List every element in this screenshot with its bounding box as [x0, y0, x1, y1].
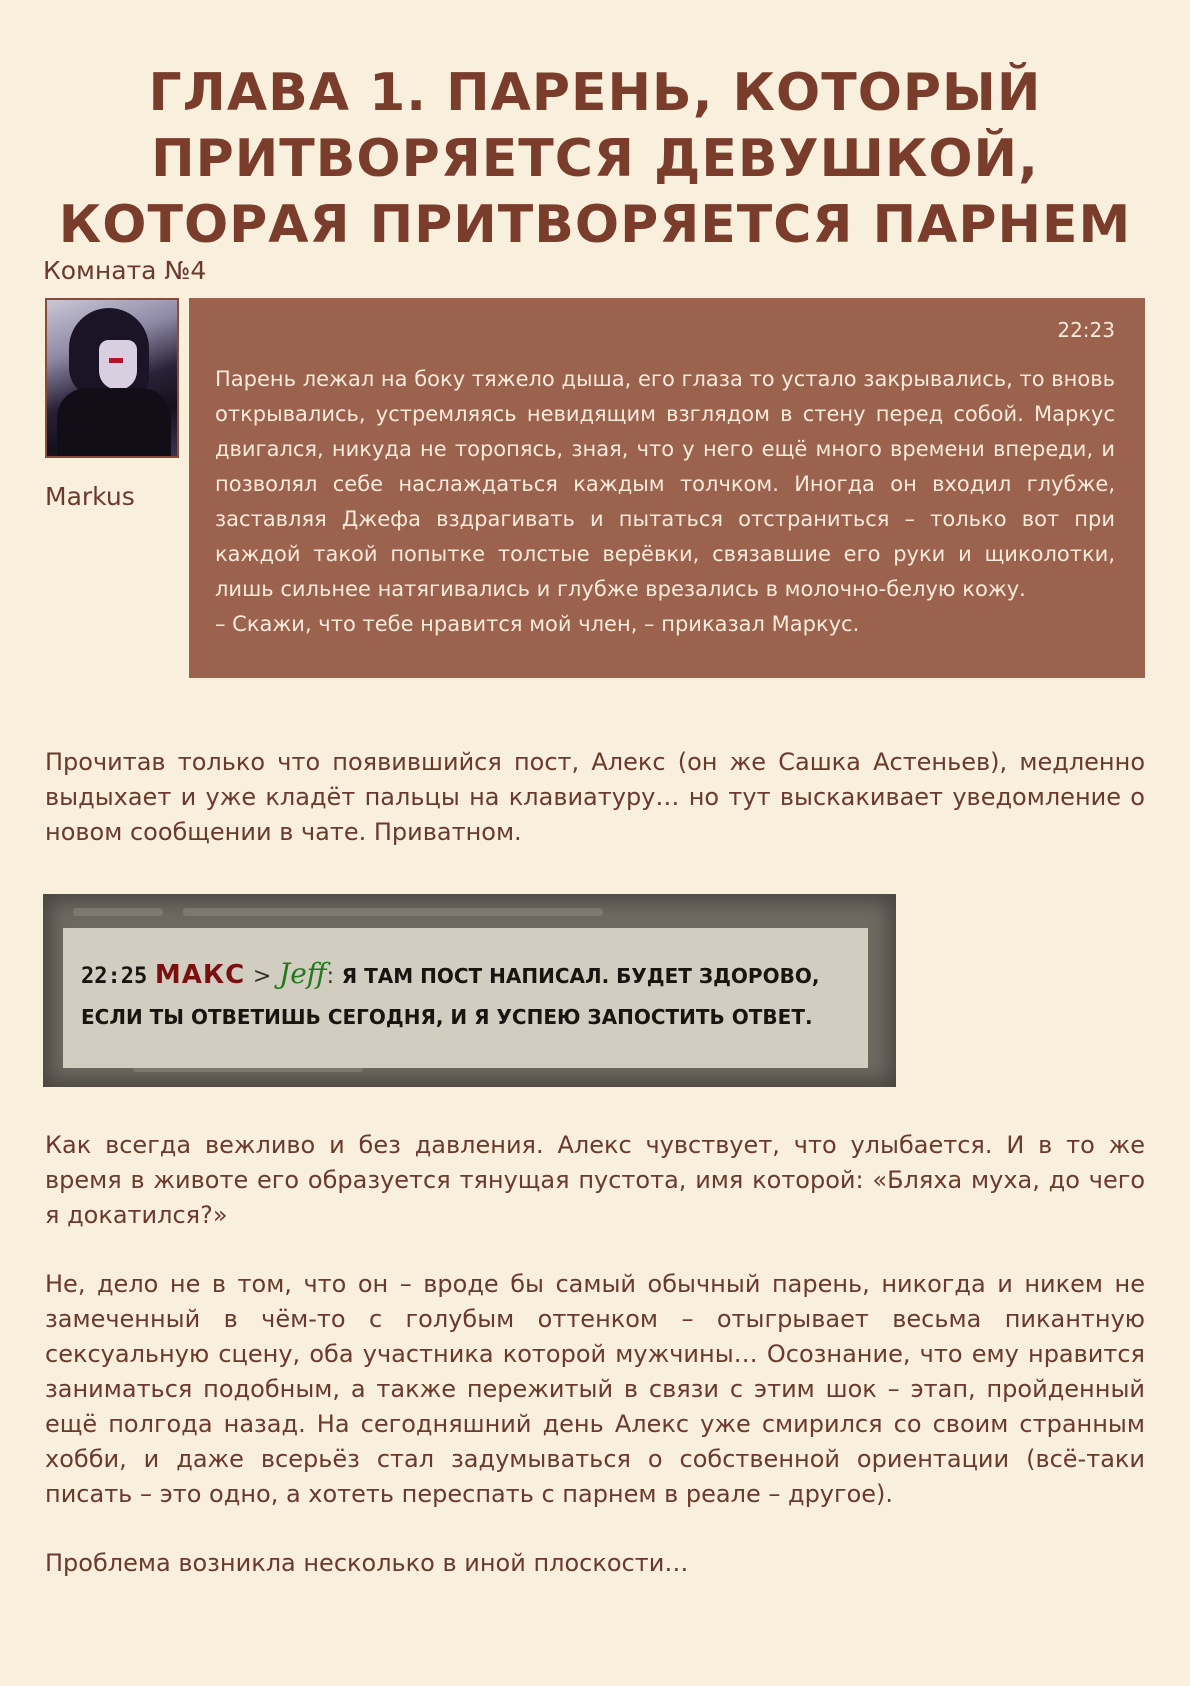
chat-sender[interactable]: МАКС [154, 960, 246, 990]
roleplay-post [189, 298, 1145, 678]
post-text: Парень лежал на боку тяжело дыша, его глаза то устало закрывались, то вновь открывались, устремляясь невидящим взглядом в стену перед собой. Маркус двигался, никуда не торопясь, зная, что у него ещё много времени впереди, и позволял себе наслаждаться каждым толчком. Иногда он входил глубже, заставляя Джефа вздрагивать и пытаться отстраниться – только вот при каждой такой попытке толстые верёвки, связавшие его руки и щиколотки, лишь сильнее натягивались и глубже врезались в молочно-белую кожу. [215, 367, 1115, 601]
paragraph-1: Прочитав только что появившийся пост, Алекс (он же Сашка Астеньев), медленно выдыхает и уже кладёт пальцы на клавиатуру… но тут выскакивает уведомление о новом сообщении в чате. Приватном. [45, 748, 1145, 846]
chat-message [63, 928, 868, 1068]
post-dialogue: – Скажи, что тебе нравится мой член, – приказал Маркус. [215, 612, 860, 636]
chapter-title: ГЛАВА 1. ПАРЕНЬ, КОТОРЫЙ ПРИТВОРЯЕТСЯ ДЕВУШКОЙ, КОТОРАЯ ПРИТВОРЯЕТСЯ ПАРНЕМ [58, 63, 1132, 255]
avatar-eye [109, 358, 123, 363]
chat-recipient[interactable]: Jeff [279, 957, 327, 990]
paragraph-3: Не, дело не в том, что он – вроде бы самый обычный парень, никогда и никем не замеченный в чём-то с голубым оттенком – отыгрывает весьма пикантную сексуальную сцену, оба участника которой мужчины… Осознание, что ему нравится заниматься подобным, а также пережитый в связи с этим шок – этап, пройденный ещё полгода назад. На сегодняшний день Алекс уже смирился со своим странным хобби, и даже всерьёз стал задумываться о собственной ориентации (всё-таки писать – это одно, а хотеть переспать с парнем в реале – другое). [45, 1270, 1145, 1508]
chat-text: Я ТАМ ПОСТ НАПИСАЛ. БУДЕТ ЗДОРОВО, ЕСЛИ ТЫ ОТВЕТИШЬ СЕГОДНЯ, И Я УСПЕЮ ЗАПОСТИТЬ ОТВЕТ. [81, 964, 820, 1029]
post-body [215, 362, 1115, 642]
chat-arrow: > [252, 964, 272, 989]
blurred-text [73, 908, 163, 916]
blurred-text [183, 908, 603, 916]
post-timestamp: 22:23 [1057, 318, 1115, 342]
avatar-coat [57, 388, 171, 458]
paragraph-4: Проблема возникла несколько в иной плоскости… [45, 1549, 689, 1577]
author-name[interactable]: Markus [45, 482, 135, 511]
room-label: Комната №4 [43, 256, 207, 285]
chat-time: 22:25 [81, 964, 148, 989]
avatar-face [99, 340, 137, 390]
author-avatar[interactable] [45, 298, 179, 458]
chat-colon: : [326, 964, 335, 989]
paragraph-2: Как всегда вежливо и без давления. Алекс чувствует, что улыбается. И в то же время в животе его образуется тянущая пустота, имя которой: «Бляха муха, до чего я докатился?» [45, 1131, 1145, 1229]
